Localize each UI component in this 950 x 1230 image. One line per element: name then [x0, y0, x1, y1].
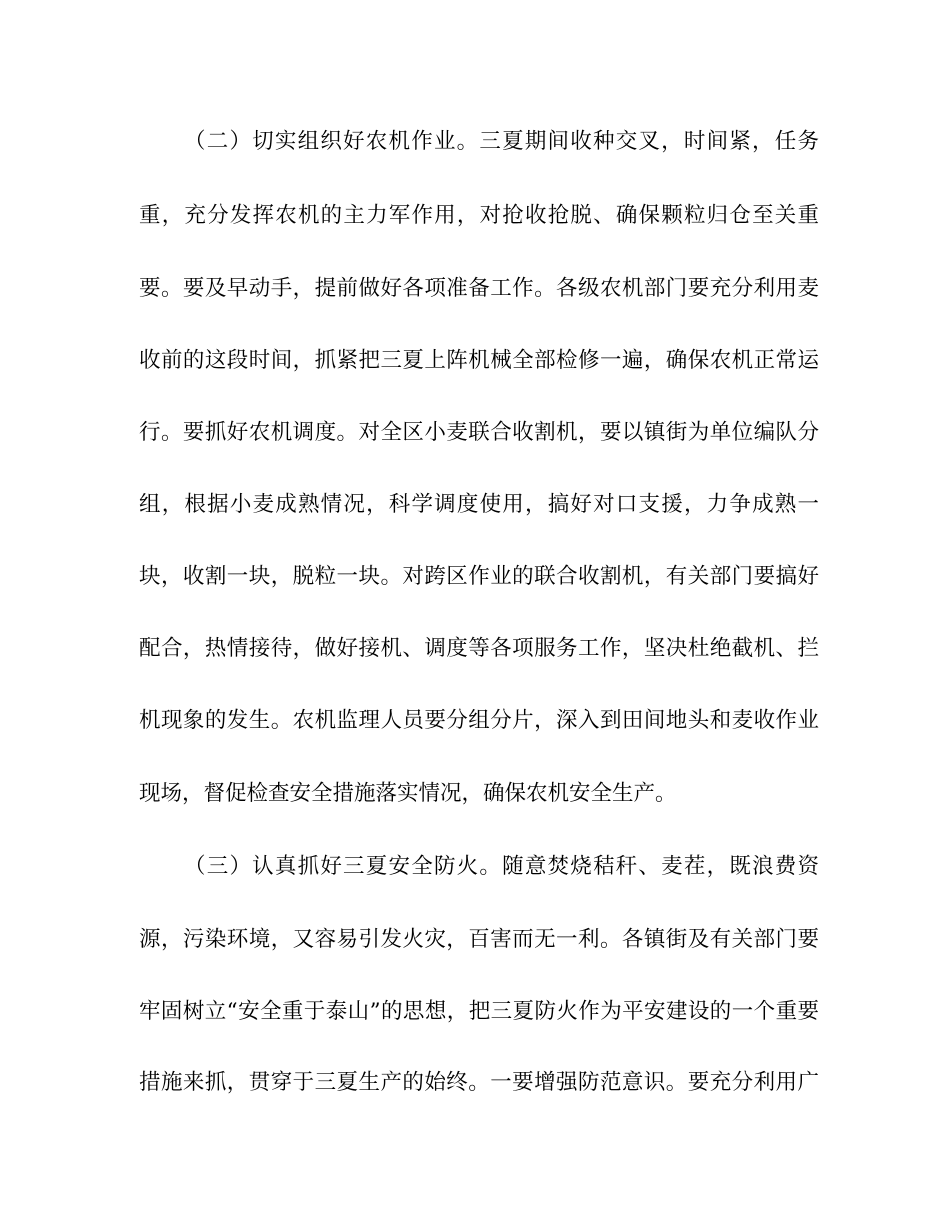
paragraph-line: 块，收割一块，脱粒一块。对跨区作业的联合收割机，有关部门要搞好 — [139, 564, 819, 589]
paragraph-line: 机现象的发生。农机监理人员要分组分片，深入到田间地头和麦收作业 — [139, 708, 819, 733]
paragraph-line: 收前的这段时间，抓紧把三夏上阵机械全部检修一遍，确保农机正常运 — [139, 348, 819, 373]
paragraph-line: 现场，督促检查安全措施落实情况，确保农机安全生产。 — [139, 781, 677, 806]
paragraph-line: 要。要及早动手，提前做好各项准备工作。各级农机部门要充分利用麦 — [139, 276, 819, 301]
paragraph-line: （二）切实组织好农机作业。三夏期间收种交叉，时间紧，任务 — [184, 129, 819, 154]
paragraph-line: 配合，热情接待，做好接机、调度等各项服务工作，坚决杜绝截机、拦 — [139, 636, 819, 661]
paragraph-line: 牢固树立“安全重于泰山”的思想，把三夏防火作为平安建设的一个重要 — [139, 999, 819, 1024]
paragraph-line: 源，污染环境，又容易引发火灾，百害而无一利。各镇街及有关部门要 — [139, 927, 819, 952]
paragraph-line: （三）认真抓好三夏安全防火。随意焚烧秸秆、麦茬，既浪费资 — [184, 854, 819, 879]
paragraph-line: 行。要抓好农机调度。对全区小麦联合收割机，要以镇街为单位编队分 — [139, 420, 819, 445]
paragraph-line: 组，根据小麦成熟情况，科学调度使用，搞好对口支援，力争成熟一 — [139, 492, 819, 517]
paragraph-line: 措施来抓，贯穿于三夏生产的始终。一要增强防范意识。要充分利用广 — [139, 1070, 819, 1095]
paragraph-line: 重，充分发挥农机的主力军作用，对抢收抢脱、确保颗粒归仓至关重 — [139, 203, 819, 228]
